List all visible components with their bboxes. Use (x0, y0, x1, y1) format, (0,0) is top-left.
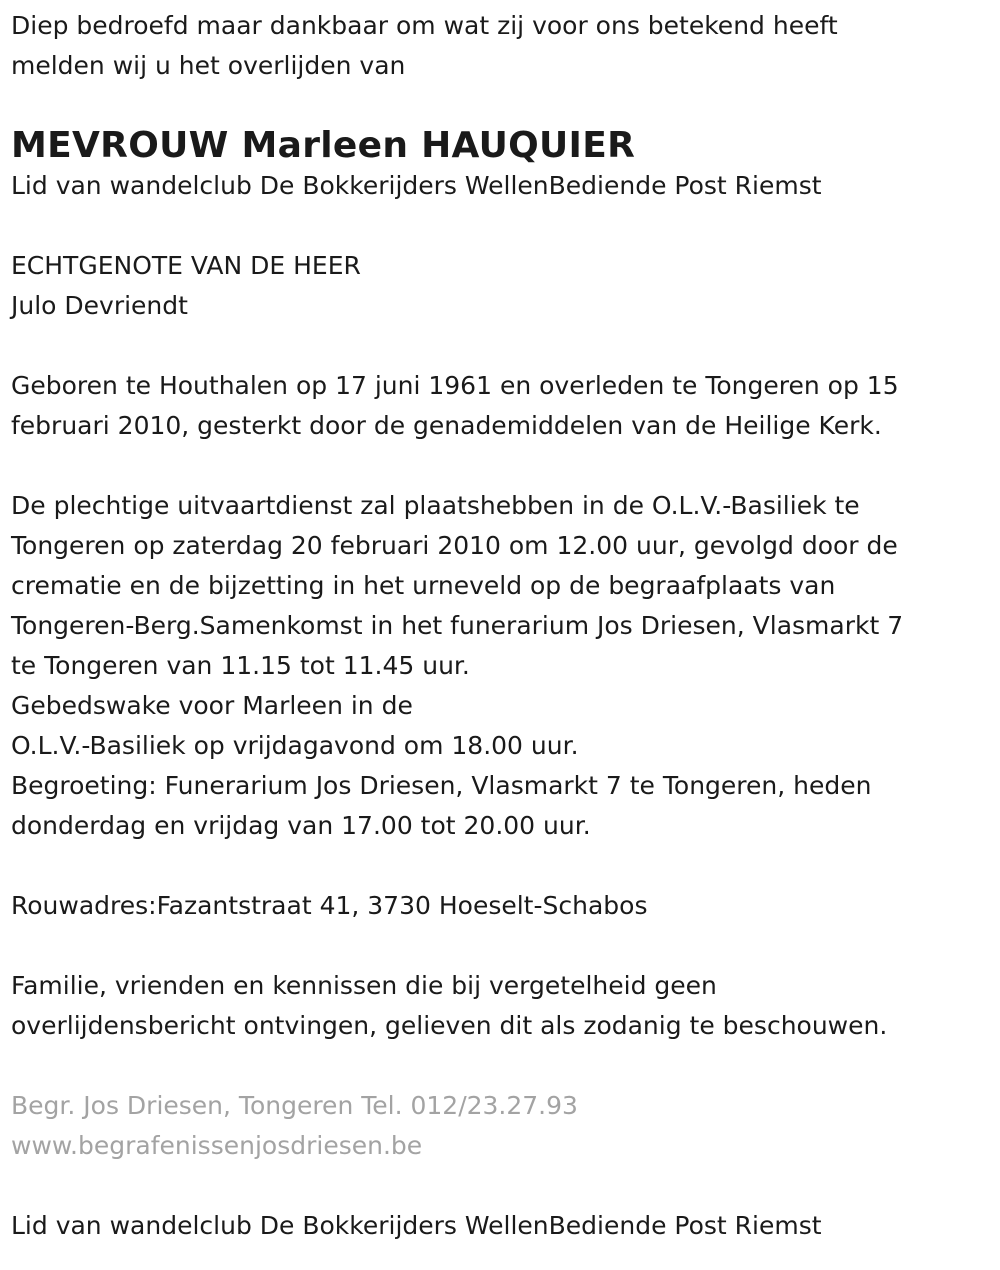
spacer (11, 86, 986, 126)
birth-death-line-1: Geboren te Houthalen op 17 juni 1961 en overleden te Tongeren op 15 (11, 371, 899, 400)
spacer (11, 926, 986, 966)
mourning-address: Rouwadres:Fazantstraat 41, 3730 Hoeselt-Schabos (11, 891, 648, 920)
spacer (11, 446, 986, 486)
vigil-line-1: Gebedswake voor Marleen in de (11, 691, 413, 720)
spacer (11, 326, 986, 366)
deceased-affiliation: Lid van wandelclub De Bokkerijders WellenBediende Post Riemst (11, 171, 822, 200)
service-line-5: te Tongeren van 11.15 tot 11.45 uur. (11, 651, 470, 680)
obituary-notice (11, 6, 986, 1246)
spacer (11, 1046, 986, 1086)
greeting-line-1: Begroeting: Funerarium Jos Driesen, Vlasmarkt 7 te Tongeren, heden (11, 771, 872, 800)
spacer (11, 846, 986, 886)
service-line-1: De plechtige uitvaartdienst zal plaatshebben in de O.L.V.-Basiliek te (11, 491, 860, 520)
spouse-label: ECHTGENOTE VAN DE HEER (11, 251, 361, 280)
footer-affiliation: Lid van wandelclub De Bokkerijders WellenBediende Post Riemst (11, 1211, 822, 1240)
service-line-3: crematie en de bijzetting in het urneveld op de begraafplaats van (11, 571, 836, 600)
family-note-line-1: Familie, vrienden en kennissen die bij vergetelheid geen (11, 971, 717, 1000)
spacer (11, 206, 986, 246)
intro-line-2: melden wij u het overlijden van (11, 51, 406, 80)
spacer (11, 1166, 986, 1206)
greeting-line-2: donderdag en vrijdag van 17.00 tot 20.00 uur. (11, 811, 591, 840)
deceased-name: MEVROUW Marleen HAUQUIER (11, 125, 636, 166)
birth-death-line-2: februari 2010, gesterkt door de genademiddelen van de Heilige Kerk. (11, 411, 882, 440)
family-note-line-2: overlijdensbericht ontvingen, gelieven dit als zodanig te beschouwen. (11, 1011, 888, 1040)
service-line-4: Tongeren-Berg.Samenkomst in het funerarium Jos Driesen, Vlasmarkt 7 (11, 611, 904, 640)
intro-line-1: Diep bedroefd maar dankbaar om wat zij voor ons betekend heeft (11, 11, 838, 40)
undertaker-contact: Begr. Jos Driesen, Tongeren Tel. 012/23.27.93 (11, 1091, 578, 1120)
spouse-name: Julo Devriendt (11, 291, 188, 320)
vigil-line-2: O.L.V.-Basiliek op vrijdagavond om 18.00 uur. (11, 731, 579, 760)
service-line-2: Tongeren op zaterdag 20 februari 2010 om 12.00 uur, gevolgd door de (11, 531, 898, 560)
undertaker-website-link[interactable]: www.begrafenissenjosdriesen.be (11, 1131, 423, 1160)
